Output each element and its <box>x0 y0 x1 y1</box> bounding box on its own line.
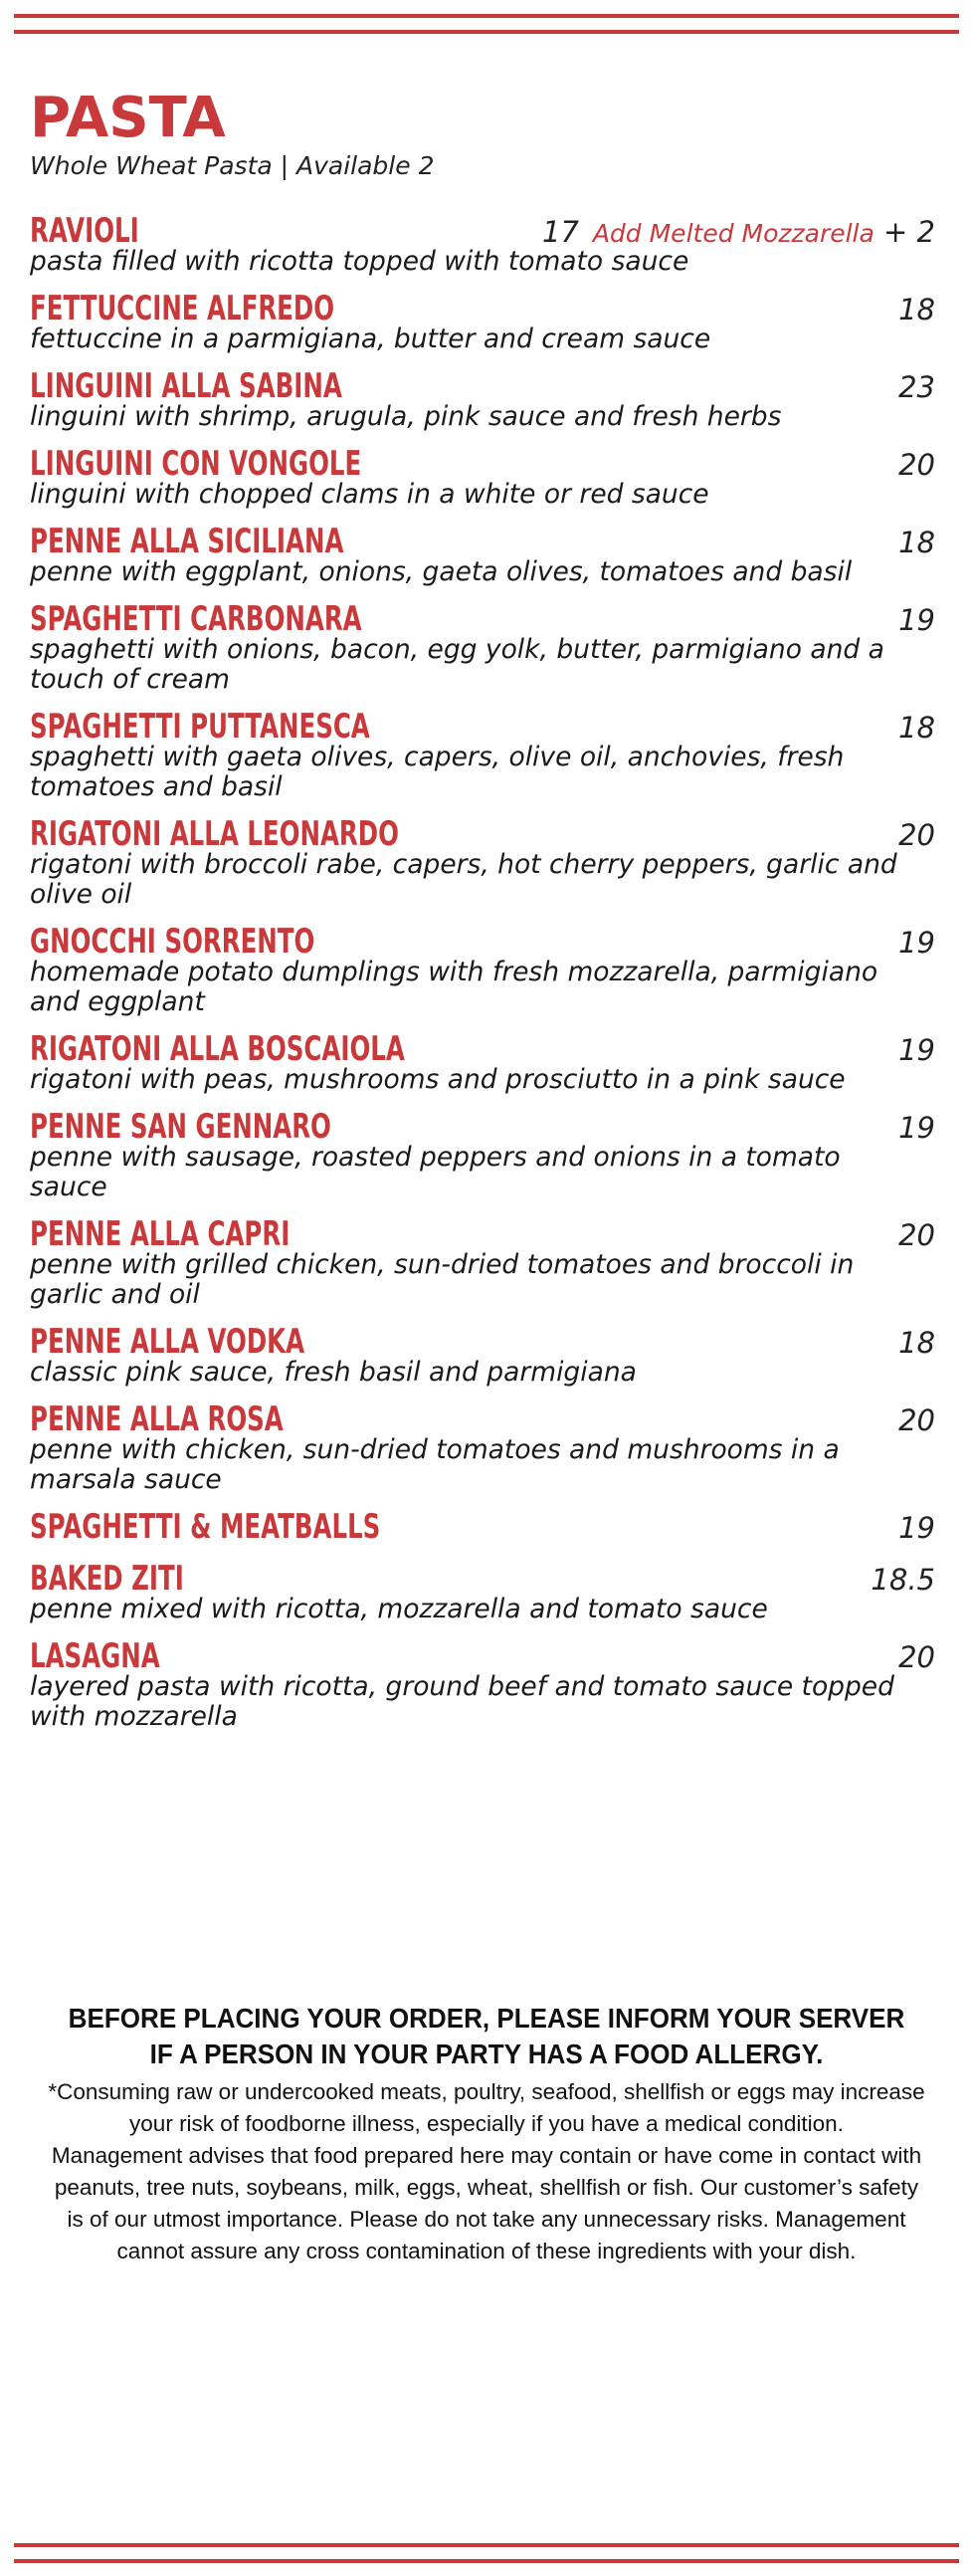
addon-option <box>593 213 935 253</box>
menu-item-name: PENNE SAN GENNARO <box>30 1107 331 1147</box>
section-subtitle: Whole Wheat Pasta | Available 2 <box>30 151 435 180</box>
notice-body-line-6: cannot assure any cross contamination of these ingredients with your dish. <box>116 2239 857 2263</box>
menu-item-price: 18 <box>898 293 935 326</box>
menu-item-head <box>30 1322 935 1362</box>
menu-item-description: penne with sausage, roasted peppers and onions in a tomato sauce <box>30 1142 841 1202</box>
menu-item-head <box>30 1214 935 1254</box>
menu-item-name: LASAGNA <box>30 1636 160 1676</box>
menu-item <box>30 366 935 432</box>
menu-item <box>30 1322 935 1388</box>
menu-item <box>30 1029 935 1095</box>
menu-item-description: linguini with chopped clams in a white or red sauce <box>30 479 709 510</box>
notice-body-line-3: Management advises that food prepared here may contain or have come in contact with <box>51 2143 922 2168</box>
menu-item <box>30 444 935 510</box>
menu-item-price: 20 <box>898 448 935 482</box>
menu-item-price: 20 <box>898 818 935 852</box>
menu-item-price: 23 <box>898 370 935 404</box>
menu-item-name: GNOCCHI SORRENTO <box>30 922 315 962</box>
bottom-rule-2 <box>14 2559 959 2563</box>
menu-item-name: PENNE ALLA ROSA <box>30 1399 284 1439</box>
menu-item-price: 19 <box>898 1511 935 1545</box>
menu-item-description: pasta filled with ricotta topped with tomato sauce <box>30 246 689 277</box>
menu-item-head <box>30 599 935 639</box>
menu-item-head <box>30 922 935 962</box>
menu-item-name: SPAGHETTI PUTTANESCA <box>30 707 370 747</box>
addon-price: + 2 <box>874 215 935 249</box>
menu-item-head <box>30 1559 935 1599</box>
menu-item-price: 18.5 <box>871 1563 935 1597</box>
menu-item-price: 18 <box>898 1326 935 1360</box>
menu-item-name: PENNE ALLA CAPRI <box>30 1214 291 1254</box>
bottom-rule-1 <box>14 2543 959 2547</box>
allergy-notice-body <box>30 2076 943 2267</box>
notice-body-line-2: your risk of foodborne illness, especially if you have a medical condition. <box>129 2111 844 2136</box>
menu-item-price: 19 <box>898 1033 935 1067</box>
menu-item <box>30 814 935 910</box>
menu-item <box>30 1107 935 1202</box>
menu-item-name: RIGATONI ALLA LEONARDO <box>30 814 399 854</box>
menu-item-description: fettuccine in a parmigiana, butter and cream sauce <box>30 323 711 354</box>
allergy-notice-heading <box>62 2001 911 2072</box>
menu-item-description: linguini with shrimp, arugula, pink sauce and fresh herbs <box>30 401 782 432</box>
menu-item <box>30 1399 935 1495</box>
menu-item-head <box>30 1399 935 1439</box>
top-rule-1 <box>14 14 959 18</box>
menu-item-description: penne mixed with ricotta, mozzarella and tomato sauce <box>30 1594 768 1624</box>
menu-item-description: spaghetti with onions, bacon, egg yolk, butter, parmigiano and a touch of cream <box>30 634 884 695</box>
menu-item-head <box>30 1029 935 1069</box>
menu-item-price: 20 <box>898 1403 935 1437</box>
menu-item <box>30 1636 935 1732</box>
menu-item-name: SPAGHETTI & MEATBALLS <box>30 1507 381 1547</box>
menu-item <box>30 922 935 1017</box>
notice-body-line-1: *Consuming raw or undercooked meats, poultry, seafood, shellfish or eggs may increase <box>48 2079 925 2104</box>
menu-item-description: classic pink sauce, fresh basil and parmigiana <box>30 1357 637 1388</box>
menu-item-price: 18 <box>898 526 935 559</box>
menu-item <box>30 289 935 354</box>
menu-item-head <box>30 211 935 251</box>
menu-item <box>30 1559 935 1624</box>
menu-item <box>30 707 935 802</box>
top-rule-2 <box>14 30 959 34</box>
menu-item-head <box>30 366 935 406</box>
menu-item-price: 19 <box>898 926 935 960</box>
menu-item <box>30 1507 935 1547</box>
menu-item-price: 17 <box>542 215 579 249</box>
menu-item-price: 19 <box>898 603 935 637</box>
menu-item-name: PENNE ALLA VODKA <box>30 1322 305 1362</box>
menu-item-description: penne with chicken, sun-dried tomatoes and mushrooms in a marsala sauce <box>30 1434 840 1495</box>
menu-item-head <box>30 1636 935 1676</box>
menu-item-price: 18 <box>898 711 935 745</box>
menu-item-name: BAKED ZITI <box>30 1559 184 1599</box>
menu-item-name: RIGATONI ALLA BOSCAIOLA <box>30 1029 405 1069</box>
addon-label: Add Melted Mozzarella <box>592 219 875 248</box>
section-title: PASTA <box>30 86 226 150</box>
notice-body-line-5: is of our utmost importance. Please do not take any unnecessary risks. Management <box>67 2207 906 2232</box>
menu-item-name: SPAGHETTI CARBONARA <box>30 599 362 639</box>
menu-item-head <box>30 707 935 747</box>
menu-item <box>30 522 935 587</box>
menu-item-name: LINGUINI CON VONGOLE <box>30 444 362 484</box>
menu-item-name: FETTUCCINE ALFREDO <box>30 289 335 328</box>
menu-item-price: 20 <box>898 1218 935 1252</box>
menu-item-name: LINGUINI ALLA SABINA <box>30 366 342 406</box>
menu-item-description: rigatoni with broccoli rabe, capers, hot cherry peppers, garlic and olive oil <box>30 849 897 910</box>
menu-item-description: rigatoni with peas, mushrooms and prosciutto in a pink sauce <box>30 1064 846 1095</box>
menu-item-name: RAVIOLI <box>30 211 139 251</box>
menu-item-description: layered pasta with ricotta, ground beef and tomato sauce topped with mozzarella <box>30 1671 894 1732</box>
menu-items-list <box>30 289 935 1732</box>
menu-item-head <box>30 1507 935 1547</box>
menu-item-head <box>30 1107 935 1147</box>
menu-item-ravioli <box>30 211 935 277</box>
menu-item-name: PENNE ALLA SICILIANA <box>30 522 344 561</box>
menu-item <box>30 1214 935 1310</box>
allergy-heading-line-1: BEFORE PLACING YOUR ORDER, PLEASE INFORM YOUR SERVER <box>68 2003 905 2034</box>
menu-item-description: spaghetti with gaeta olives, capers, olive oil, anchovies, fresh tomatoes and basil <box>30 742 845 802</box>
menu-item-description: homemade potato dumplings with fresh mozzarella, parmigiano and eggplant <box>30 957 878 1017</box>
menu-item-head <box>30 522 935 561</box>
menu-item-price: 20 <box>898 1640 935 1674</box>
menu-item-description: penne with eggplant, onions, gaeta olives, tomatoes and basil <box>30 556 853 587</box>
menu-item <box>30 599 935 695</box>
menu-content <box>30 88 935 1744</box>
menu-item-head <box>30 444 935 484</box>
allergy-notice <box>30 2001 943 2267</box>
allergy-heading-line-2: IF A PERSON IN YOUR PARTY HAS A FOOD ALLERGY. <box>149 2039 824 2069</box>
menu-item-price: 19 <box>898 1111 935 1145</box>
notice-body-line-4: peanuts, tree nuts, soybeans, milk, eggs, wheat, shellfish or fish. Our customer’s safety <box>54 2175 919 2200</box>
menu-item-head <box>30 289 935 328</box>
menu-item-head <box>30 814 935 854</box>
menu-item-description: penne with grilled chicken, sun-dried tomatoes and broccoli in garlic and oil <box>30 1249 855 1310</box>
